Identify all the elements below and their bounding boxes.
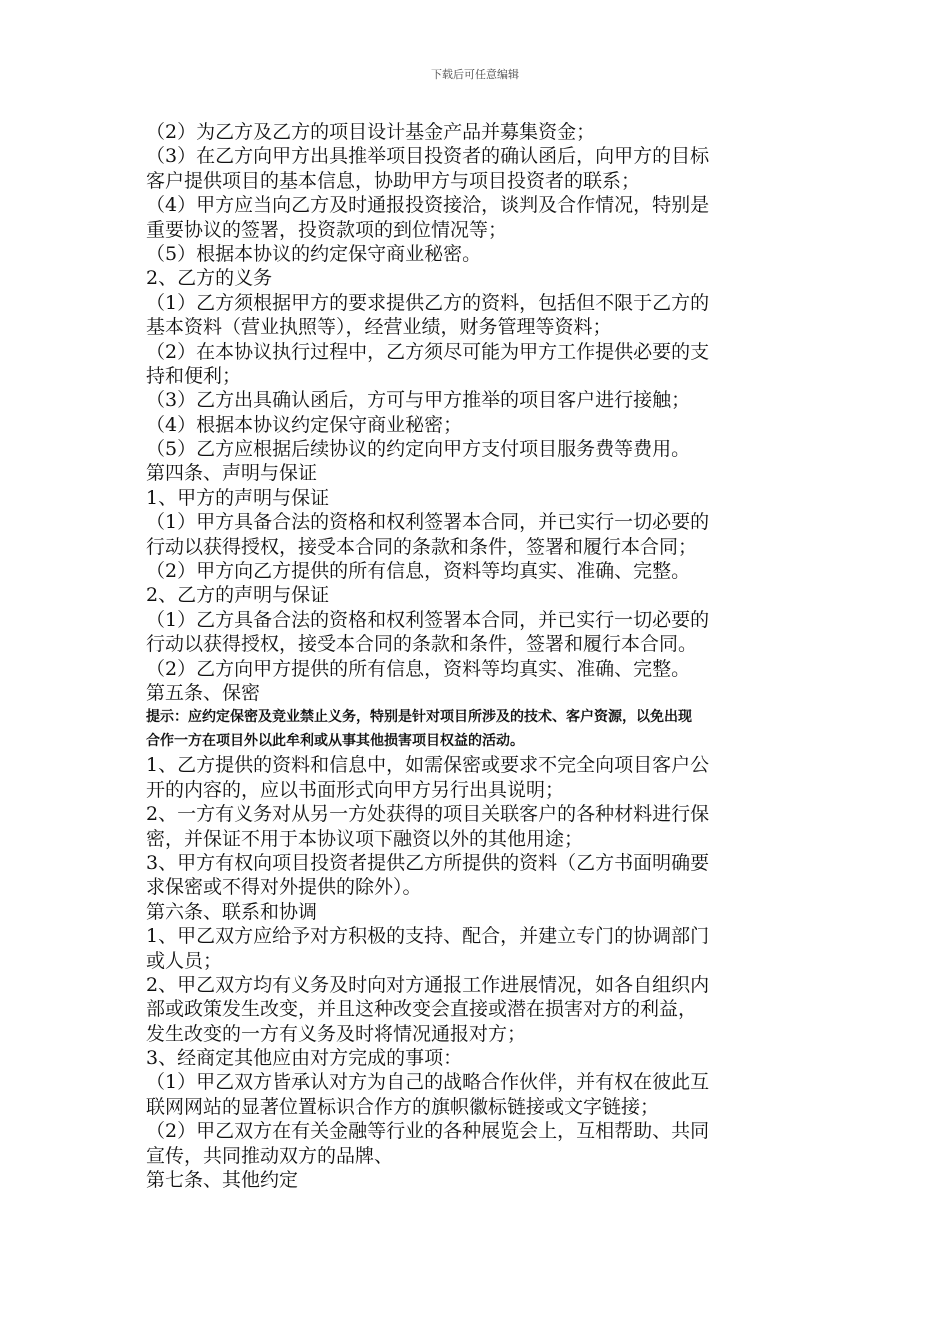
text-line: 3、甲方有权向项目投资者提供乙方所提供的资料（乙方书面明确要 [146,851,710,874]
article-heading: 第六条、联系和协调 [146,900,318,923]
text-line: （2）为乙方及乙方的项目设计基金产品并募集资金； [146,121,596,143]
text-line: 行动以获得授权，接受本合同的条款和条件，签署和履行本合同。 [146,633,698,656]
text-line: （1）乙方须根据甲方的要求提供乙方的资料，包括但不限于乙方的 [146,291,710,314]
text-line: 密，并保证不用于本协议项下融资以外的其他用途； [146,827,584,850]
hint-line: 提示：应约定保密及竞业禁止义务，特别是针对项目所涉及的技术、客户资源，以免出现 [146,709,692,726]
text-line: 3、经商定其他应由对方完成的事项： [146,1047,463,1070]
text-line: （2）甲乙双方在有关金融等行业的各种展览会上，互相帮助、共同 [146,1120,710,1143]
text-line: （4）根据本协议约定保守商业秘密； [146,413,463,436]
text-line: （1）甲乙双方皆承认对方为自己的战略合作伙伴，并有权在彼此互 [146,1071,710,1094]
header-note: 下载后可任意编辑 [431,68,519,81]
text-line: 求保密或不得对外提供的除外）。 [146,876,422,899]
document-body [146,120,810,1192]
text-line: 持和便利； [146,364,242,387]
text-line: （5）根据本协议的约定保守商业秘密。 [146,242,482,265]
text-line: （1）乙方具备合法的资格和权利签署本合同，并已实行一切必要的 [146,608,710,631]
hint-line: 合作一方在项目外以此牟利或从事其他损害项目权益的活动。 [146,733,524,750]
text-line: 重要协议的签署，投资款项的到位情况等； [146,218,508,241]
text-line: （3）在乙方向甲方出具推举项目投资者的确认函后，向甲方的目标 [146,145,710,168]
section-heading: 2、乙方的义务 [146,267,273,290]
article-heading: 第五条、保密 [146,681,261,704]
text-line: （2）甲方向乙方提供的所有信息，资料等均真实、准确、完整。 [146,560,691,583]
text-line: 1、乙方提供的资料和信息中，如需保密或要求不完全向项目客户公 [146,754,710,777]
text-line: 基本资料（营业执照等），经营业绩，财务管理等资料； [146,316,612,339]
text-line: 2、一方有义务对从另一方处获得的项目关联客户的各种材料进行保 [146,803,710,826]
text-line: 客户提供项目的基本信息，协助甲方与项目投资者的联系； [146,169,641,192]
text-line: 1、甲乙双方应给予对方积极的支持、配合，并建立专门的协调部门 [146,925,710,948]
article-heading: 第七条、其他约定 [146,1169,299,1192]
text-line: （3）乙方出具确认函后，方可与甲方推举的项目客户进行接触； [146,389,691,412]
text-line: （2）乙方向甲方提供的所有信息，资料等均真实、准确、完整。 [146,657,691,680]
text-line: （1）甲方具备合法的资格和权利签署本合同，并已实行一切必要的 [146,511,710,534]
text-line: 行动以获得授权，接受本合同的条款和条件，签署和履行本合同； [146,535,698,558]
article-heading: 第四条、声明与保证 [146,462,318,485]
section-heading: 2、乙方的声明与保证 [146,584,330,607]
text-line: （2）在本协议执行过程中，乙方须尽可能为甲方工作提供必要的支 [146,340,710,363]
text-line: 联网网站的显著位置标识合作方的旗帜徽标链接或文字链接； [146,1095,660,1118]
text-line: 或人员； [146,949,223,972]
text-line: 部或政策发生改变，并且这种改变会直接或潜在损害对方的利益， [146,998,698,1021]
text-line: 2、甲乙双方均有义务及时向对方通报工作进展情况，如各自组织内 [146,973,710,996]
text-line: 开的内容的，应以书面形式向甲方另行出具说明； [146,778,565,801]
text-line: 宣传，共同推动双方的品牌、 [146,1144,394,1167]
text-line: （4）甲方应当向乙方及时通报投资接洽，谈判及合作情况，特别是 [146,194,710,217]
section-heading: 1、甲方的声明与保证 [146,486,330,509]
text-line: （5）乙方应根据后续协议的约定向甲方支付项目服务费等费用。 [146,438,691,461]
text-line: 发生改变的一方有义务及时将情况通报对方； [146,1022,527,1045]
